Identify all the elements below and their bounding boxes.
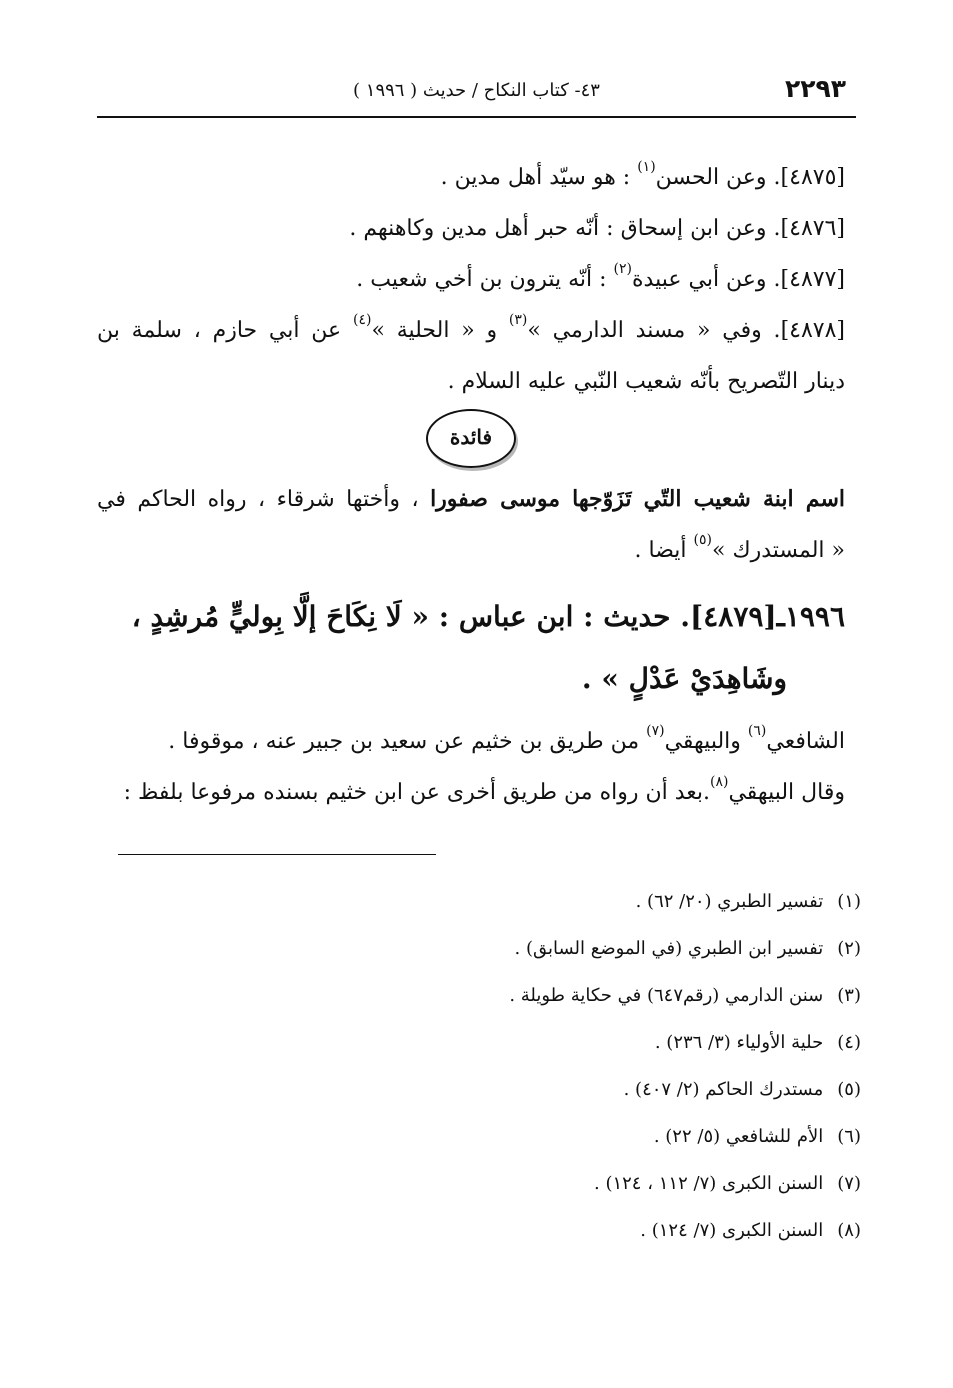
footnote-item [509, 972, 861, 1019]
entry-text: : هو سيّد أهل مدين . [440, 165, 638, 190]
footnote-separator [118, 854, 436, 855]
footnote-text: سنن الدارمي (رقم٦٤٧) في حكاية طويلة . [509, 985, 824, 1006]
narration-text: من طريق بن خثيم عن سعيد بن جبير عنه ، موقوفا . [168, 729, 647, 754]
footnote-marker: (٦) [747, 722, 767, 739]
footnote-item [509, 1207, 861, 1254]
footnote-item [509, 1113, 861, 1160]
benefit-heading [97, 409, 845, 468]
entry-text: و « الحلية » [371, 318, 509, 343]
footnote-item [509, 1160, 861, 1207]
footnote-item [509, 1066, 861, 1113]
footnote-text: السنن الكبرى (٧/ ١١٢ ، ١٢٤) . [594, 1173, 824, 1194]
footnotes [509, 878, 861, 1254]
page-number: ٢٢٩٣ [784, 74, 846, 103]
entry-ref: [٤٨٧٦] [780, 216, 845, 241]
entry-4878-continued: دينار التّصريح بأنّه شعيب النّبي عليه السلام . [447, 369, 845, 394]
narration-line-2 [97, 767, 845, 818]
entry-ref: [٤٨٧٧] [780, 267, 845, 292]
footnote-marker: (٤) [352, 311, 372, 328]
entry-text: عن أبي حازم ، سلمة بن [97, 318, 353, 343]
entry-4878 [97, 305, 845, 356]
narration-paragraph [97, 716, 845, 818]
hadith-heading [97, 586, 845, 710]
entry-text: . وفي « مسند الدارمي » [527, 318, 781, 343]
footnote-number: (٢) [837, 938, 861, 959]
footnote-item [509, 878, 861, 925]
footnote-number: (٦) [837, 1126, 861, 1147]
benefit-badge: فائدة [426, 409, 516, 468]
main-text [97, 152, 845, 818]
narration-text: وقال البيهقي [728, 780, 845, 805]
entry-text: . وعن الحسن [655, 165, 781, 190]
entry-ref: [٤٨٧٥] [780, 165, 845, 190]
footnote-marker: (٣) [508, 311, 528, 328]
benefit-bold-text: اسم ابنة شعيب التّي تَزَوّجها موسى صفورا [430, 486, 845, 512]
benefit-paragraph-continued [97, 525, 845, 576]
footnote-text: تفسير ابن الطبري (في الموضع السابق) . [514, 938, 824, 959]
entry-ref: [٤٨٧٨] [780, 318, 846, 343]
entry-text: : أنّه يترون بن أخي شعيب . [356, 267, 614, 292]
narration-line-1 [97, 716, 845, 767]
entry-text: . وعن أبي عبيدة [632, 267, 781, 292]
benefit-text: « المستدرك » [711, 538, 845, 563]
footnote-marker: (٥) [693, 531, 712, 548]
entry-4875 [97, 152, 845, 203]
narration-text: .بعد أن رواه من طريق أخرى عن ابن خثيم بسنده مرفوعا بلفظ : [123, 780, 710, 805]
narration-text: والبيهقي [664, 729, 748, 754]
footnote-marker: (٨) [710, 773, 729, 790]
entry-4876 [97, 203, 845, 254]
footnote-item [509, 1019, 861, 1066]
footnote-item [509, 925, 861, 972]
footnote-marker: (٢) [613, 260, 633, 277]
benefit-text: ، وأختها شرقاء ، رواه الحاكم في [97, 487, 431, 512]
footnote-text: حلية الأولياء (٣/ ٢٣٦) . [654, 1032, 824, 1053]
footnote-number: (٥) [837, 1079, 861, 1100]
running-title: ٤٣- كتاب النكاح / حديث ( ١٩٩٦ ) [353, 80, 600, 101]
benefit-text: أيضا . [634, 538, 694, 563]
footnote-number: (٧) [837, 1173, 861, 1194]
entry-4877 [97, 254, 845, 305]
benefit-paragraph [97, 474, 845, 525]
footnote-number: (٨) [837, 1220, 861, 1241]
footnote-text: مستدرك الحاكم (٢/ ٤٠٧) . [623, 1079, 824, 1100]
page-header [97, 74, 856, 118]
footnote-text: الأم للشافعي (٥/ ٢٢) . [653, 1126, 824, 1147]
footnote-marker: (٧) [646, 722, 665, 739]
hadith-line-2: وشَاهِدَيْ عَدْلٍ » . [581, 662, 787, 695]
entry-text: . وعن ابن إسحاق : أنّه حبر أهل مدين وكاهنهم . [349, 216, 781, 241]
footnote-number: (٣) [837, 985, 861, 1006]
footnote-number: (١) [837, 891, 861, 912]
footnote-number: (٤) [837, 1032, 861, 1053]
narration-text: الشافعي [766, 729, 845, 754]
footnote-text: تفسير الطبري (٢٠/ ٦٢) . [635, 891, 824, 912]
footnote-marker: (١) [637, 158, 656, 175]
hadith-line-1: ١٩٩٦ـ[٤٨٧٩]. حديث : ابن عباس : « لَا نِكَاحَ إلَّا بِوليٍّ مُرشِدٍ ، [131, 600, 845, 633]
footnote-text: السنن الكبرى (٧/ ١٢٤) . [640, 1220, 824, 1241]
